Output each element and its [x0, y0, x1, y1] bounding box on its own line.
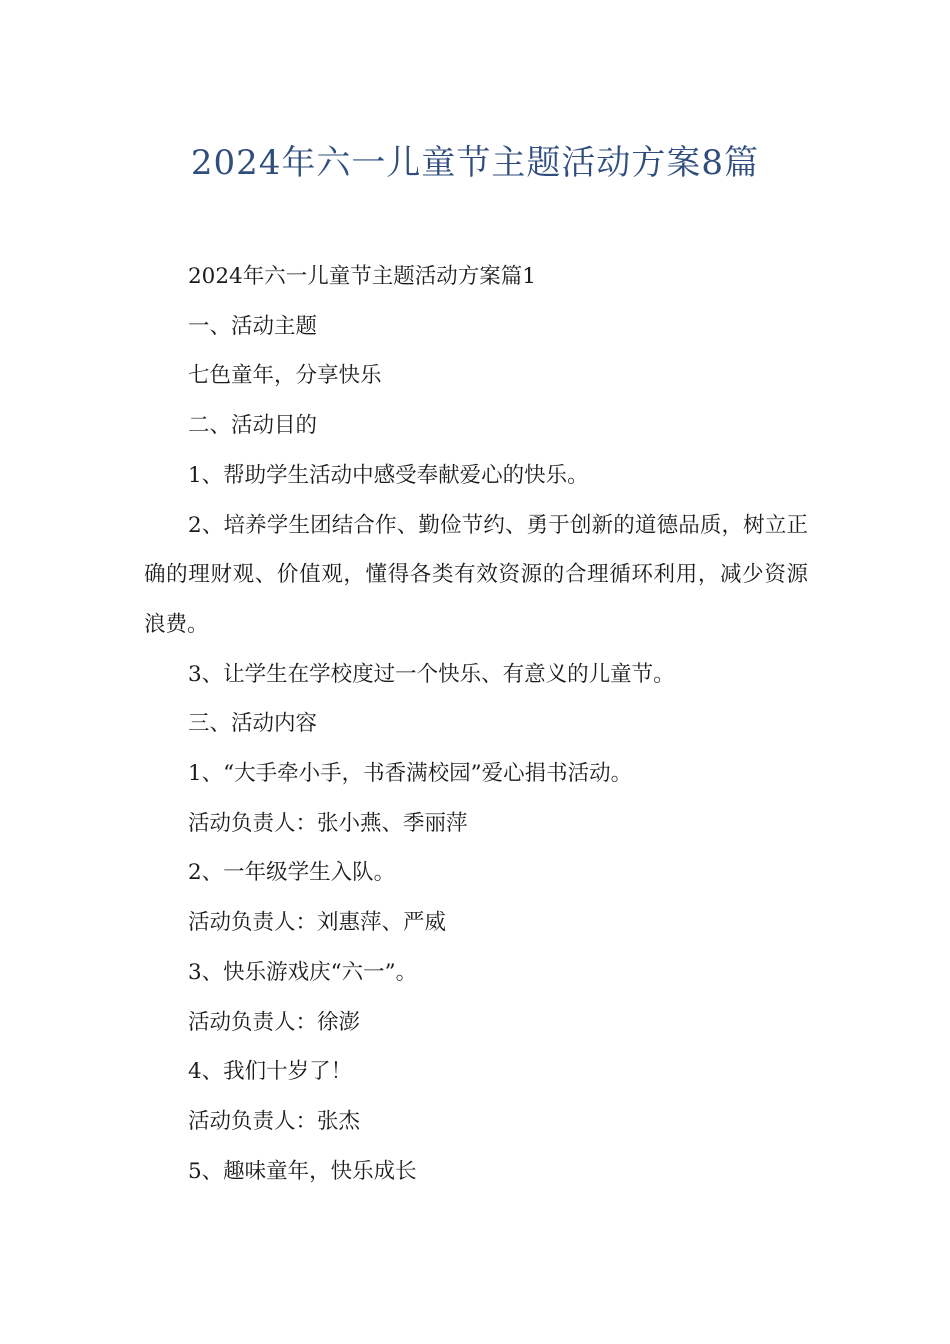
- content-item-4: 4、我们十岁了！: [188, 1059, 353, 1085]
- purpose-item-3: 3、让学生在学校度过一个快乐、有意义的儿童节。: [188, 661, 675, 687]
- content-item-1: 1、“大手牵小手，书香满校园”爱心捐书活动。: [188, 761, 633, 787]
- content-item-2-owner: 活动负责人：刘惠萍、严威: [188, 910, 447, 936]
- content-item-5: 5、趣味童年，快乐成长: [188, 1158, 417, 1184]
- content-item-4-owner: 活动负责人：张杰: [188, 1108, 361, 1134]
- content-item-2: 2、一年级学生入队。: [188, 860, 396, 886]
- content-item-3: 3、快乐游戏庆“六一”。: [188, 959, 418, 985]
- theme-text: 七色童年，分享快乐: [188, 363, 382, 389]
- content-item-3-owner: 活动负责人：徐澎: [188, 1009, 361, 1035]
- heading-activity-theme: 一、活动主题: [188, 313, 318, 339]
- purpose-item-1: 1、帮助学生活动中感受奉献爱心的快乐。: [188, 462, 589, 488]
- content-item-1-owner: 活动负责人：张小燕、季丽萍: [188, 810, 468, 836]
- purpose-item-2: 2、培养学生团结合作、勤俭节约、勇于创新的道德品质，树立正确的理财观、价值观，懂得各类有效资源的合理循环利用，减少资源浪费。: [144, 512, 808, 637]
- section-heading-plan-1: 2024年六一儿童节主题活动方案篇1: [188, 264, 536, 289]
- heading-activity-content: 三、活动内容: [188, 711, 318, 737]
- document-body: [144, 252, 808, 1196]
- document-title: 2024年六一儿童节主题活动方案8篇: [190, 143, 760, 183]
- heading-activity-purpose: 二、活动目的: [188, 413, 318, 439]
